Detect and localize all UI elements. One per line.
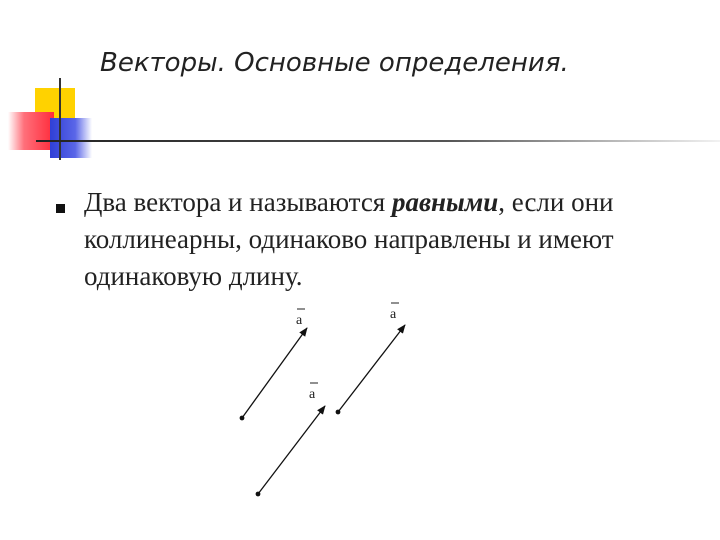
definition-text-end: , если они коллинеарны, одинаково направлены и имеют одинаковую длину. bbox=[84, 187, 614, 291]
slide-title: Векторы. Основные определения. bbox=[100, 48, 569, 78]
emphasis-word: равными bbox=[391, 187, 499, 217]
vector-1-start-point bbox=[240, 416, 245, 421]
vector-1 bbox=[240, 309, 307, 420]
definition-text-start: Два вектора и называются bbox=[84, 187, 392, 217]
vector-3-start-point bbox=[256, 492, 261, 497]
vector-2-label: a bbox=[390, 307, 397, 322]
vector-1-label: a bbox=[296, 313, 303, 328]
vector-2 bbox=[336, 303, 405, 414]
vector-3-label: a bbox=[309, 387, 316, 402]
vector-2-start-point bbox=[336, 410, 341, 415]
vector-3 bbox=[256, 383, 325, 496]
